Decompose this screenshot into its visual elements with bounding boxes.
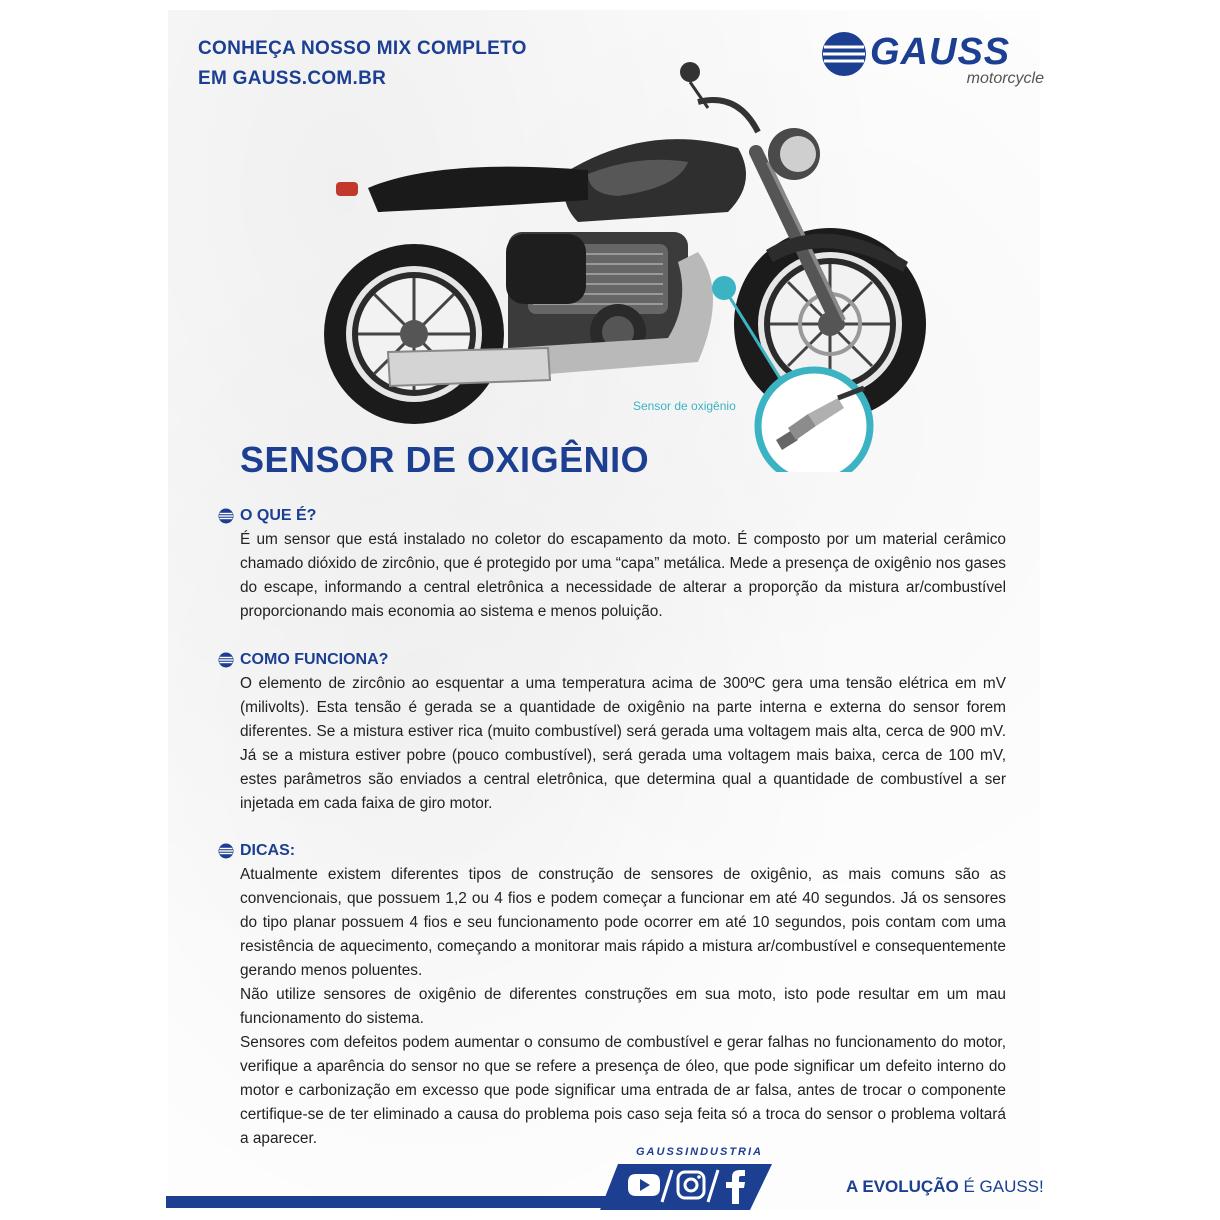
section-heading-label: DICAS:	[240, 842, 296, 859]
slogan-bold: A EVOLUÇÃO	[846, 1177, 959, 1196]
social-handle: GAUSSINDUSTRIA	[636, 1146, 764, 1158]
page-title: SENSOR DE OXIGÊNIO	[240, 439, 650, 480]
social-links	[600, 1158, 780, 1210]
logo-subtitle: motorcycle	[966, 70, 1044, 87]
rear-wheel	[324, 244, 504, 424]
header-line-1: CONHEÇA NOSSO MIX COMPLETO	[198, 38, 527, 59]
logo-brand: GAUSS	[870, 31, 1011, 73]
paragraph: É um sensor que está instalado no coletor do escapamento da moto. É composto por um material cerâmico chamado dióxido de zircônio, que é protegido por uma “capa” metálica. Mede a presença de oxigênio nos gases do escape, informando a central eletrônica a necessidade de alterar a proporção da mistura ar/combustível proporcionando mais economia ao sistema e menos poluição.	[240, 531, 1006, 620]
paragraph: O elemento de zircônio ao esquentar a uma temperatura acima de 300ºC gera uma tensão elétrica em mV (milivolts). Esta tensão é gerada se a quantidade de oxigênio na parte interna e externa do sensor forem diferentes. Se a mistura estiver rica (muito combustível) será gerada uma voltagem mais alta, cerca de 900 mV. Já se a mistura estiver pobre (pouco combustível), será gerada uma voltagem mais baixa, cerca de 100 mV, estes parâmetros são enviados a central eletrônica, que determina qual a quantidade de combustível a ser injetada em cada faixa de giro motor.	[240, 675, 1006, 812]
footer-slogan	[846, 1176, 1044, 1198]
section-heading-tips	[218, 841, 295, 861]
section-body-how-it-works	[240, 672, 1006, 816]
gauss-bullet-icon	[218, 508, 234, 524]
slogan-rest: É GAUSS!	[958, 1177, 1044, 1196]
section-heading-label: O QUE É?	[240, 507, 317, 524]
youtube-icon[interactable]	[628, 1174, 660, 1196]
paragraph: Não utilize sensores de oxigênio de diferentes construções em sua moto, isto pode resultar em um mau funcionamento do sistema.	[240, 986, 1006, 1027]
section-body-what-is	[240, 528, 1006, 624]
gauss-bullet-icon	[218, 843, 234, 859]
footer-bar	[166, 1196, 618, 1208]
sensor-callout-label: Sensor de oxigênio	[633, 399, 736, 413]
gauss-bullet-icon	[218, 652, 234, 668]
section-heading-how-it-works	[218, 650, 388, 670]
section-heading-label: COMO FUNCIONA?	[240, 651, 389, 668]
section-heading-what-is	[218, 506, 316, 526]
paragraph: Sensores com defeitos podem aumentar o consumo de combustível e gerar falhas no funcionamento do motor, verifique a aparência do sensor no que se refere a presença de óleo, que pode significar um defeito interno do motor e carbonização em excesso que pode significar uma entrada de ar falsa, antes de trocar o componente certifique-se de ter eliminado a causa do problema pois caso seja feita só a troca do sensor o problema voltará a aparecer.	[240, 1034, 1006, 1147]
paragraph: Atualmente existem diferentes tipos de construção de sensores de oxigênio, as mais comuns são as convencionais, que possuem 1,2 ou 4 fios e podem começar a funcionar em até 40 segundos. Já os sensores do tipo planar possuem 4 fios e seu funcionamento pode ocorrer em até 10 segundos, pois contam com uma resistência de aquecimento, começando a monitorar mais rápido a mistura ar/combustível e consequentemente gerando menos poluentes.	[240, 866, 1006, 979]
header-line-2: EM GAUSS.COM.BR	[198, 68, 387, 89]
motorcycle-illustration	[318, 62, 930, 472]
section-body-tips	[240, 863, 1006, 1151]
